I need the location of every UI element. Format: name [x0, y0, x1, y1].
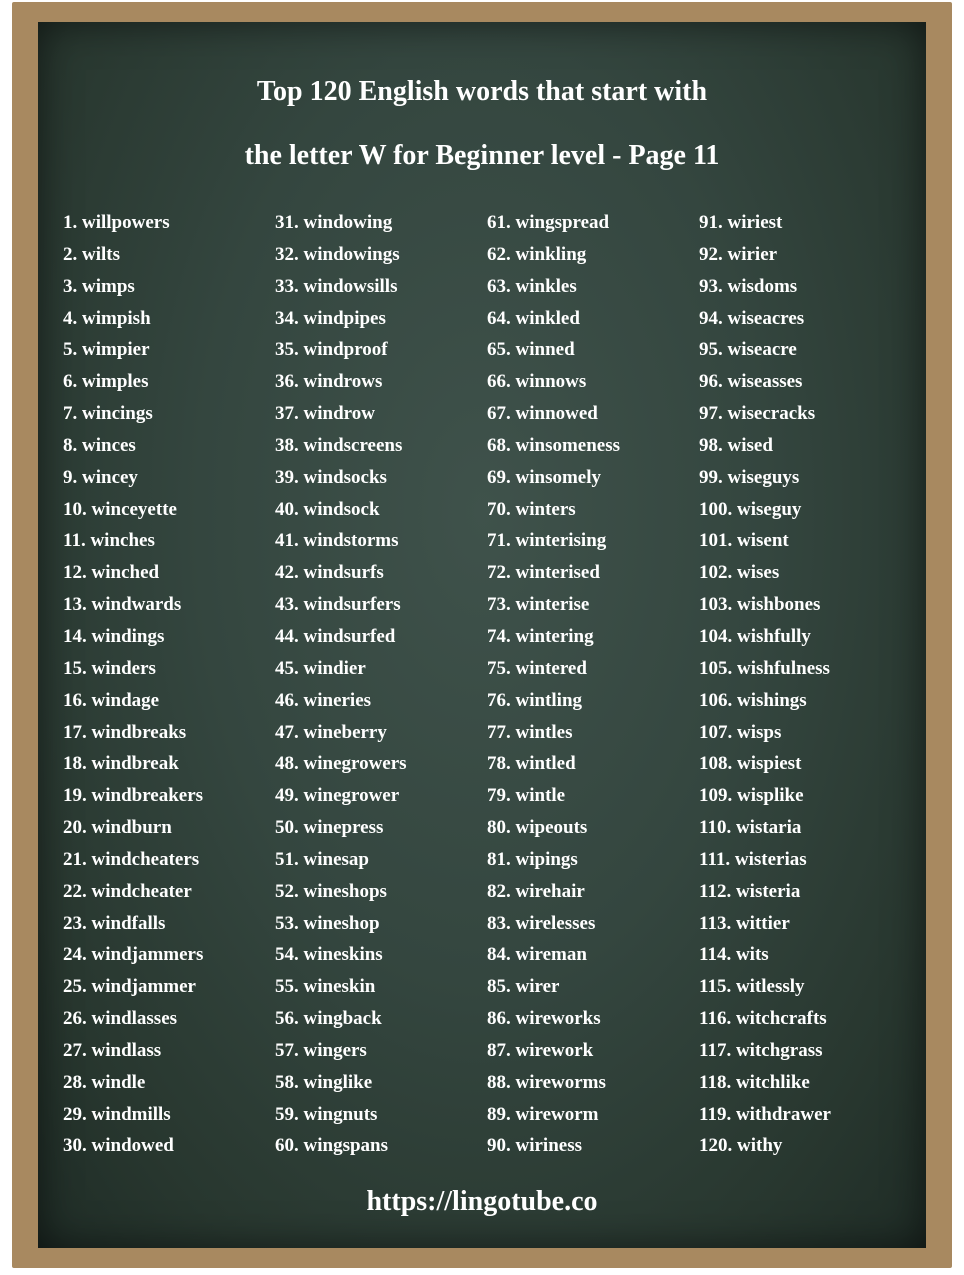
word-list-item: 10. winceyette — [63, 498, 177, 520]
word-list-item: 120. withy — [699, 1135, 783, 1157]
word-list-item: 39. windsocks — [275, 466, 387, 488]
word-list-item: 78. wintled — [487, 753, 576, 775]
word-list-item: 26. windlasses — [63, 1008, 178, 1030]
word-list-item: 57. wingers — [275, 1039, 367, 1061]
word-list-item: 94. wiseacres — [699, 307, 805, 329]
word-list-item: 66. winnows — [487, 371, 587, 393]
word-list-item: 6. wimples — [63, 371, 149, 393]
word-list-item: 81. wipings — [487, 848, 578, 870]
word-list-item: 60. wingspans — [275, 1135, 388, 1157]
word-list-item: 90. wiriness — [487, 1135, 582, 1157]
word-list-item: 61. wingspread — [487, 212, 610, 233]
word-list-item: 17. windbreaks — [63, 721, 187, 743]
word-list-item: 86. wireworks — [487, 1008, 601, 1030]
word-list-item: 82. wirehair — [487, 880, 585, 902]
word-list-item: 79. wintle — [487, 785, 566, 807]
word-list-item: 93. wisdoms — [699, 275, 798, 297]
word-list-item: 5. wimpier — [63, 339, 150, 361]
word-list-item: 113. wittier — [699, 912, 790, 934]
word-list-item: 117. witchgrass — [699, 1039, 823, 1061]
word-list-item: 19. windbreakers — [63, 785, 204, 807]
word-list-item: 111. wisterias — [699, 848, 807, 870]
word-list-item: 34. windpipes — [275, 307, 386, 329]
word-list-item: 2. wilts — [63, 243, 120, 265]
word-list-item: 116. witchcrafts — [699, 1008, 827, 1030]
word-list-item: 38. windscreens — [275, 434, 403, 456]
word-list-item: 99. wiseguys — [699, 466, 800, 488]
word-list-item: 115. witlessly — [699, 976, 805, 998]
word-list-item: 23. windfalls — [63, 912, 166, 934]
word-list-item: 1. willpowers — [63, 212, 170, 233]
word-list-item: 106. wishings — [699, 689, 807, 711]
word-list-item: 32. windowings — [275, 243, 400, 265]
word-list-item: 62. winkling — [487, 243, 587, 265]
word-list-item: 58. winglike — [275, 1071, 373, 1093]
word-column-1 — [63, 207, 203, 1162]
word-list-item: 101. wisent — [699, 530, 789, 552]
word-list-item: 7. wincings — [63, 403, 153, 425]
word-list-item: 85. wirer — [487, 976, 560, 998]
word-list-item: 25. windjammer — [63, 976, 196, 998]
word-list-item: 91. wiriest — [699, 212, 783, 233]
word-list-item: 114. wits — [699, 944, 769, 966]
word-list-item: 71. winterising — [487, 530, 607, 552]
word-list-item: 59. wingnuts — [275, 1103, 378, 1125]
word-list-item: 31. windowing — [275, 212, 393, 233]
word-list-item: 9. wincey — [63, 466, 138, 488]
word-list-item: 48. winegrowers — [275, 753, 407, 775]
word-list-item: 22. windcheater — [63, 880, 192, 902]
word-list-item: 70. winters — [487, 498, 576, 520]
word-list-item: 105. wishfulness — [699, 657, 830, 679]
word-list-item: 4. wimpish — [63, 307, 151, 329]
word-list-item: 112. wisteria — [699, 880, 801, 902]
word-list-item: 43. windsurfers — [275, 594, 401, 616]
word-list-item: 100. wiseguy — [699, 498, 802, 520]
word-list-item: 68. winsomeness — [487, 434, 621, 456]
page-title-line-2: the letter W for Beginner level - Page 11 — [244, 140, 720, 171]
word-list-item: 96. wiseasses — [699, 371, 803, 393]
word-list-item: 49. winegrower — [275, 785, 400, 807]
word-list-item: 83. wirelesses — [487, 912, 596, 934]
word-list-item: 42. windsurfs — [275, 562, 384, 584]
word-list-item: 107. wisps — [699, 721, 782, 743]
word-list-item: 12. winched — [63, 562, 160, 584]
word-list-item: 110. wistaria — [699, 817, 802, 839]
word-list-item: 74. wintering — [487, 625, 594, 647]
word-list-item: 55. wineskin — [275, 976, 376, 998]
word-list-item: 45. windier — [275, 657, 366, 679]
word-list-item: 92. wirier — [699, 243, 778, 265]
page-title-line-1: Top 120 English words that start with — [256, 76, 708, 107]
word-list-item: 3. wimps — [63, 275, 135, 297]
word-list-item: 84. wireman — [487, 944, 587, 966]
word-column-3 — [487, 207, 620, 1162]
word-list-item: 89. wireworm — [487, 1103, 599, 1125]
word-list-item: 14. windings — [63, 625, 165, 647]
word-list-item: 64. winkled — [487, 307, 580, 329]
word-list-item: 35. windproof — [275, 339, 388, 361]
word-list-item: 95. wiseacre — [699, 339, 797, 361]
word-list-item: 29. windmills — [63, 1103, 171, 1125]
word-list-item: 33. windowsills — [275, 275, 398, 297]
word-list-item: 13. windwards — [63, 594, 182, 616]
word-list-item: 52. wineshops — [275, 880, 387, 902]
word-column-2 — [275, 207, 407, 1162]
word-list-item: 76. wintling — [487, 689, 583, 711]
word-list-item: 109. wisplike — [699, 785, 804, 807]
word-list-item: 77. wintles — [487, 721, 573, 743]
word-list-item: 37. windrow — [275, 403, 375, 425]
word-list-item: 24. windjammers — [63, 944, 204, 966]
word-list-item: 47. wineberry — [275, 721, 387, 743]
word-list-item: 15. winders — [63, 657, 156, 679]
word-list-item: 118. witchlike — [699, 1071, 810, 1093]
word-list-item: 41. windstorms — [275, 530, 399, 552]
word-list-item: 104. wishfully — [699, 625, 811, 647]
word-column-4 — [699, 207, 831, 1162]
word-list-item: 108. wispiest — [699, 753, 802, 775]
word-list-item: 20. windburn — [63, 817, 172, 839]
word-list-item: 54. wineskins — [275, 944, 383, 966]
footer-url[interactable]: https://lingotube.co — [366, 1186, 598, 1217]
word-list-item: 51. winesap — [275, 848, 369, 870]
word-list-item: 28. windle — [63, 1071, 146, 1093]
word-list-item: 87. wirework — [487, 1039, 594, 1061]
word-list-item: 21. windcheaters — [63, 848, 200, 870]
word-list-item: 102. wises — [699, 562, 780, 584]
word-list-item: 27. windlass — [63, 1039, 162, 1061]
word-list-item: 8. winces — [63, 434, 136, 456]
word-list-item: 80. wipeouts — [487, 817, 588, 839]
word-list-item: 65. winned — [487, 339, 575, 361]
word-list-item: 16. windage — [63, 689, 160, 711]
word-list-item: 75. wintered — [487, 657, 587, 679]
word-list-item: 30. windowed — [63, 1135, 174, 1157]
word-list-item: 36. windrows — [275, 371, 383, 393]
word-list-item: 50. winepress — [275, 817, 384, 839]
word-list-item: 73. winterise — [487, 594, 590, 616]
word-list-item: 88. wireworms — [487, 1071, 606, 1093]
word-list-item: 18. windbreak — [63, 753, 179, 775]
word-list-item: 97. wisecracks — [699, 403, 816, 425]
word-list-item: 44. windsurfed — [275, 625, 396, 647]
word-list-item: 72. winterised — [487, 562, 600, 584]
word-list-item: 63. winkles — [487, 275, 577, 297]
word-list-item: 53. wineshop — [275, 912, 380, 934]
word-list-item: 103. wishbones — [699, 594, 821, 616]
word-list-item: 56. wingback — [275, 1008, 382, 1030]
word-list-item: 69. winsomely — [487, 466, 601, 488]
word-list-item: 67. winnowed — [487, 403, 598, 425]
word-list-item: 40. windsock — [275, 498, 380, 520]
word-list-item: 11. winches — [63, 530, 155, 552]
word-list-item: 46. wineries — [275, 689, 372, 711]
word-list-item: 119. withdrawer — [699, 1103, 831, 1125]
word-list-item: 98. wised — [699, 434, 773, 456]
